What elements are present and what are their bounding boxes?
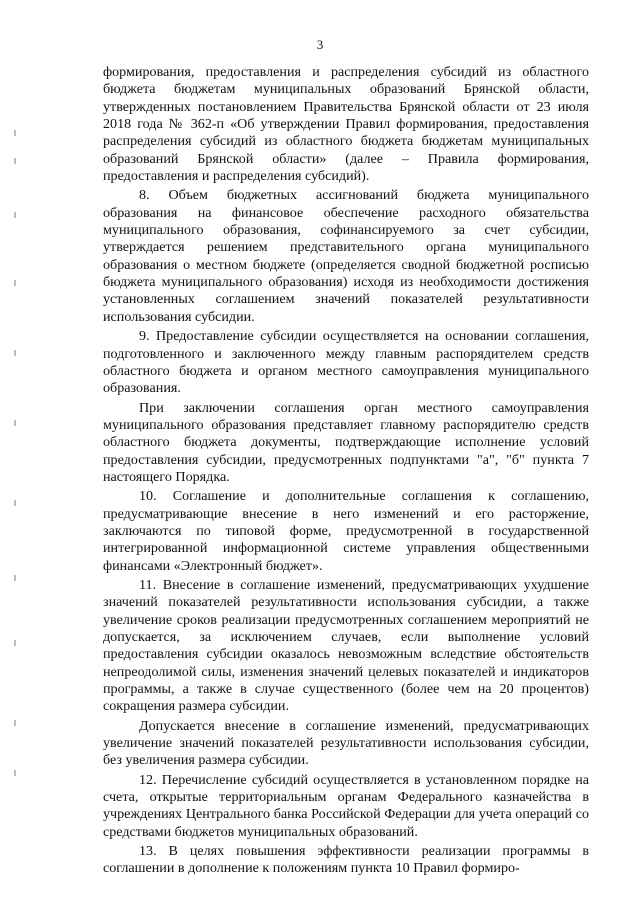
paragraph-item-13: 13. В целях повышения эффективности реализации программы в соглашении в дополнение к положениям пункта 10 Правил формиро- [103, 843, 589, 877]
scan-margin-marks [14, 120, 18, 780]
paragraph-continuation: формирования, предоставления и распределения субсидий из областного бюджета бюджетам муниципальных образований Брянской области, утвержденных постановлением Правительства Брянской области от 23 июля 2018 года № 362-п «Об утверждении Правил формирования, предоставления распределения субсидий из областного бюджета бюджетам муниципальных образований Брянской области» (далее – Правила формирования, предоставления и распределения субсидий). [103, 64, 589, 185]
paragraph-item-8: 8. Объем бюджетных ассигнований бюджета муниципального образования на финансовое обеспечение расходного обязательства муниципального образования, софинансируемого за счет субсидии, утверждается решением представительного органа муниципального образования о местном бюджете (определяется сводной бюджетной росписью бюджета муниципального образования) исходя из необходимости достижения установленных соглашением значений показателей результативности использования субсидии. [103, 187, 589, 325]
paragraph-item-11: 11. Внесение в соглашение изменений, предусматривающих ухудшение значений показателей результативности использования субсидии, а также увеличение сроков реализации предусмотренных соглашением мероприятий не допускается, за исключением случаев, если выполнение условий предоставления субсидии оказалось невозможным вследствие обстоятельств непреодолимой силы, изменения значений целевых показателей и индикаторов программы, а также в случае существенного (более чем на 20 процентов) сокращения размера субсидии. [103, 576, 589, 715]
paragraph-item-11-allowed: Допускается внесение в соглашение изменений, предусматривающих увеличение значений показателей результативности использования субсидии, без увеличения размера субсидии. [103, 717, 589, 769]
page-number: 3 [316, 37, 324, 52]
paragraph-item-9-agreement: При заключении соглашения орган местного самоуправления муниципального образования представляет главному распорядителю средств областного бюджета документы, подтверждающие исполнение условий предоставления субсидии, предусмотренных подпунктами "а", "б" пункта 7 настоящего Порядка. [103, 399, 589, 485]
paragraph-item-9: 9. Предоставление субсидии осуществляется на основании соглашения, подготовленного и заключенного между главным распорядителем средств областного бюджета и органом местного самоуправления муниципального образования. [103, 328, 589, 397]
paragraph-item-10: 10. Соглашение и дополнительные соглашения к соглашению, предусматривающие внесение в него изменений и его расторжение, заключаются по типовой форме, предусмотренной в государственной интегрированной информационной системе управления общественными финансами «Электронный бюджет». [103, 488, 589, 574]
paragraph-item-12: 12. Перечисление субсидий осуществляется в установленном порядке на счета, открытые территориальным органам Федерального казначейства в учреждениях Центрального банка Российской Федерации для учета операций со средствами бюджетов муниципальных образований. [103, 771, 589, 840]
document-body [103, 64, 589, 878]
